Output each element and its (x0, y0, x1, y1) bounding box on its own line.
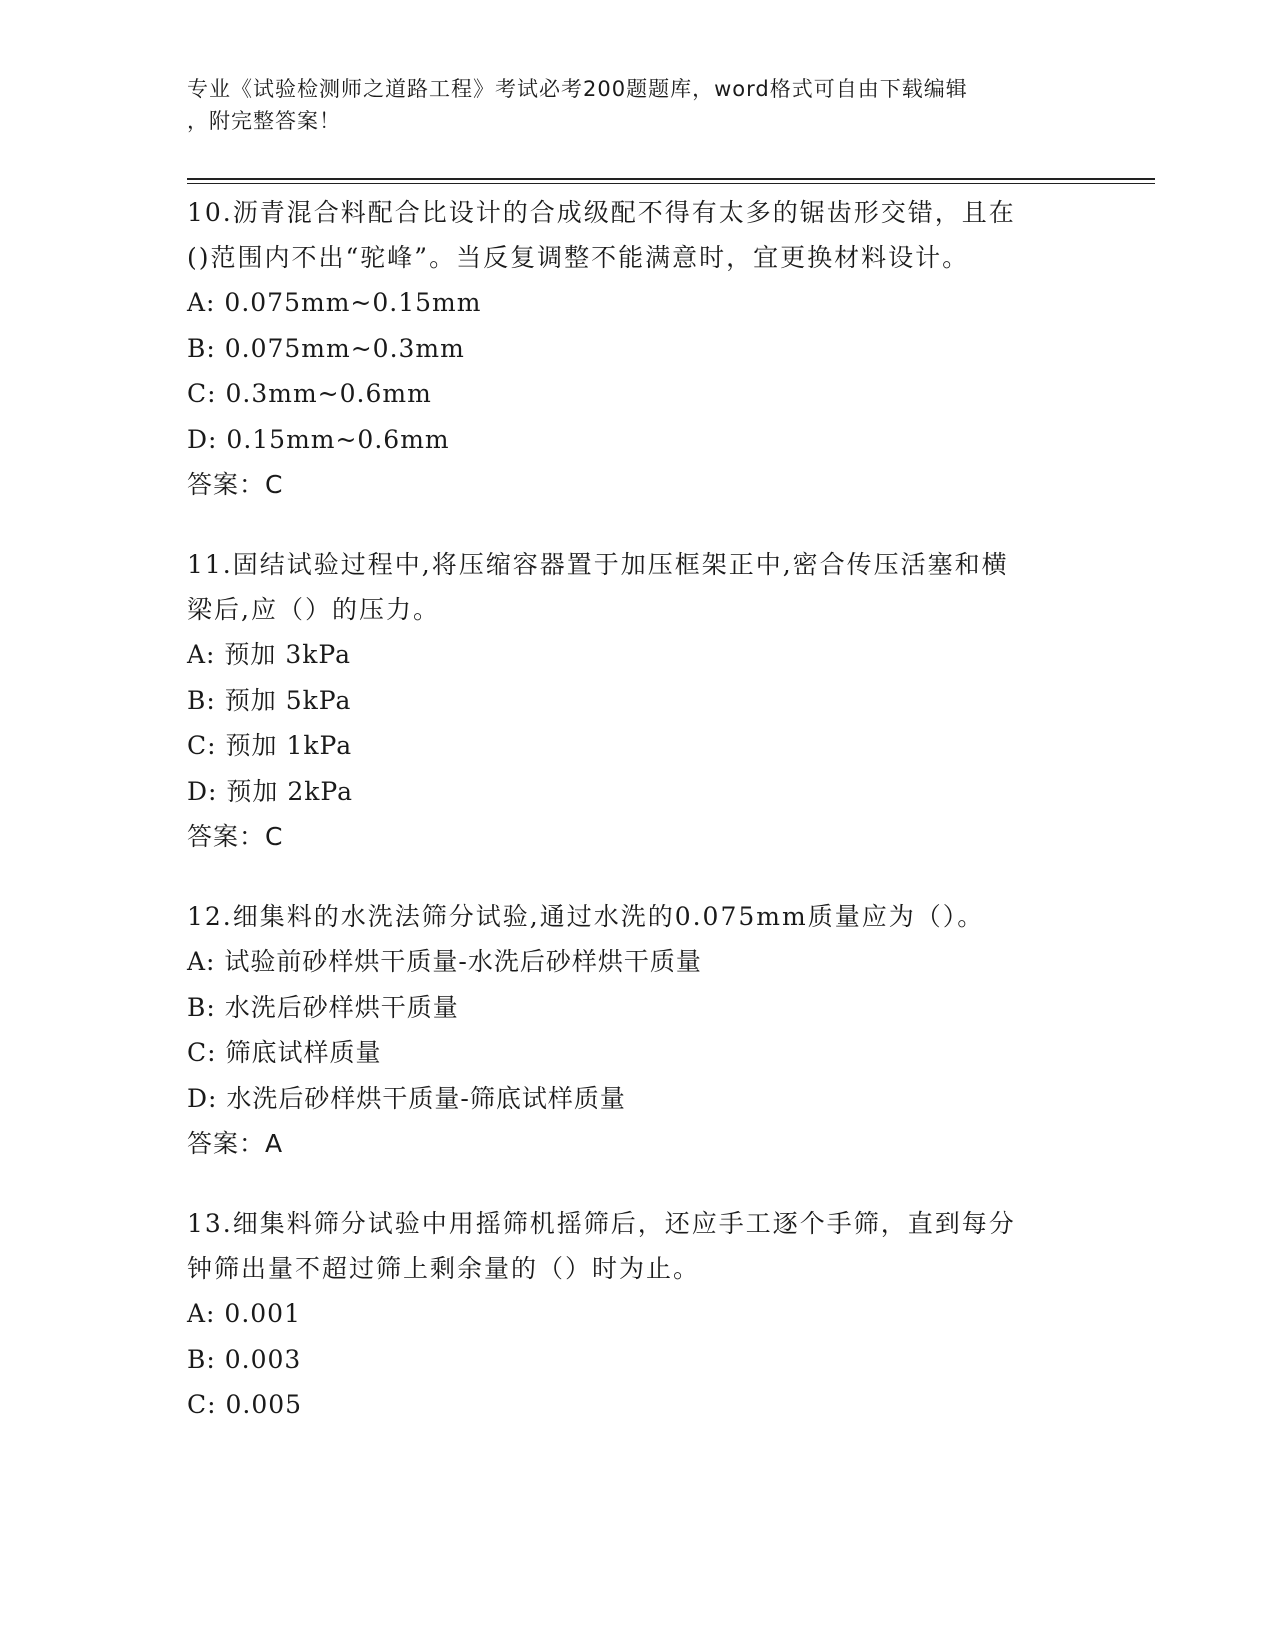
header-divider-thick (187, 178, 1155, 180)
question-list (187, 190, 1087, 1463)
option-d: D: 预加 2kPa (187, 776, 354, 806)
question-stem: 钟筛出量不超过筛上剩余量的（）时为止。 (187, 1254, 701, 1283)
header-line-1: 专业《试验检测师之道路工程》考试必考200题题库，word格式可自由下载编辑 (187, 77, 968, 101)
question-stem: 13.细集料筛分试验中用摇筛机摇筛后，还应手工逐个手筛，直到每分 (187, 1209, 1016, 1238)
question-stem: 12.细集料的水洗法筛分试验,通过水洗的0.075mm质量应为（）。 (187, 902, 985, 931)
option-d: D: 水洗后砂样烘干质量-筛底试样质量 (187, 1083, 626, 1113)
question-stem: 11.固结试验过程中,将压缩容器置于加压框架正中,密合传压活塞和横 (187, 550, 1009, 579)
question-stem: 10.沥青混合料配合比设计的合成级配不得有太多的锯齿形交错，且在 (187, 198, 1016, 227)
answer-line: 答案：A (187, 1129, 284, 1158)
question-13 (187, 1201, 1087, 1428)
question-stem: 梁后,应（）的压力。 (187, 595, 440, 624)
option-a: A: 预加 3kPa (187, 640, 352, 669)
option-a: A: 0.001 (187, 1299, 301, 1328)
option-c: C: 预加 1kPa (187, 731, 353, 760)
header-divider-thin (187, 183, 1155, 184)
question-stem: ()范围内不出“驼峰”。当反复调整不能满意时，宜更换材料设计。 (187, 243, 970, 272)
option-c: C: 0.005 (187, 1390, 303, 1419)
question-10 (187, 190, 1087, 507)
question-12 (187, 894, 1087, 1166)
option-d: D: 0.15mm~0.6mm (187, 424, 450, 454)
answer-line: 答案：C (187, 470, 284, 499)
option-b: B: 0.003 (187, 1344, 302, 1374)
answer-line: 答案：C (187, 822, 284, 851)
option-a: A: 试验前砂样烘干质量-水洗后砂样烘干质量 (187, 947, 702, 976)
option-b: B: 预加 5kPa (187, 685, 352, 715)
option-a: A: 0.075mm~0.15mm (187, 288, 482, 317)
header-line-2: ，附完整答案！ (187, 109, 341, 133)
option-c: C: 0.3mm~0.6mm (187, 379, 432, 408)
option-b: B: 水洗后砂样烘干质量 (187, 992, 459, 1022)
option-b: B: 0.075mm~0.3mm (187, 333, 465, 363)
option-c: C: 筛底试样质量 (187, 1038, 382, 1067)
document-header (187, 73, 1067, 137)
question-11 (187, 542, 1087, 859)
